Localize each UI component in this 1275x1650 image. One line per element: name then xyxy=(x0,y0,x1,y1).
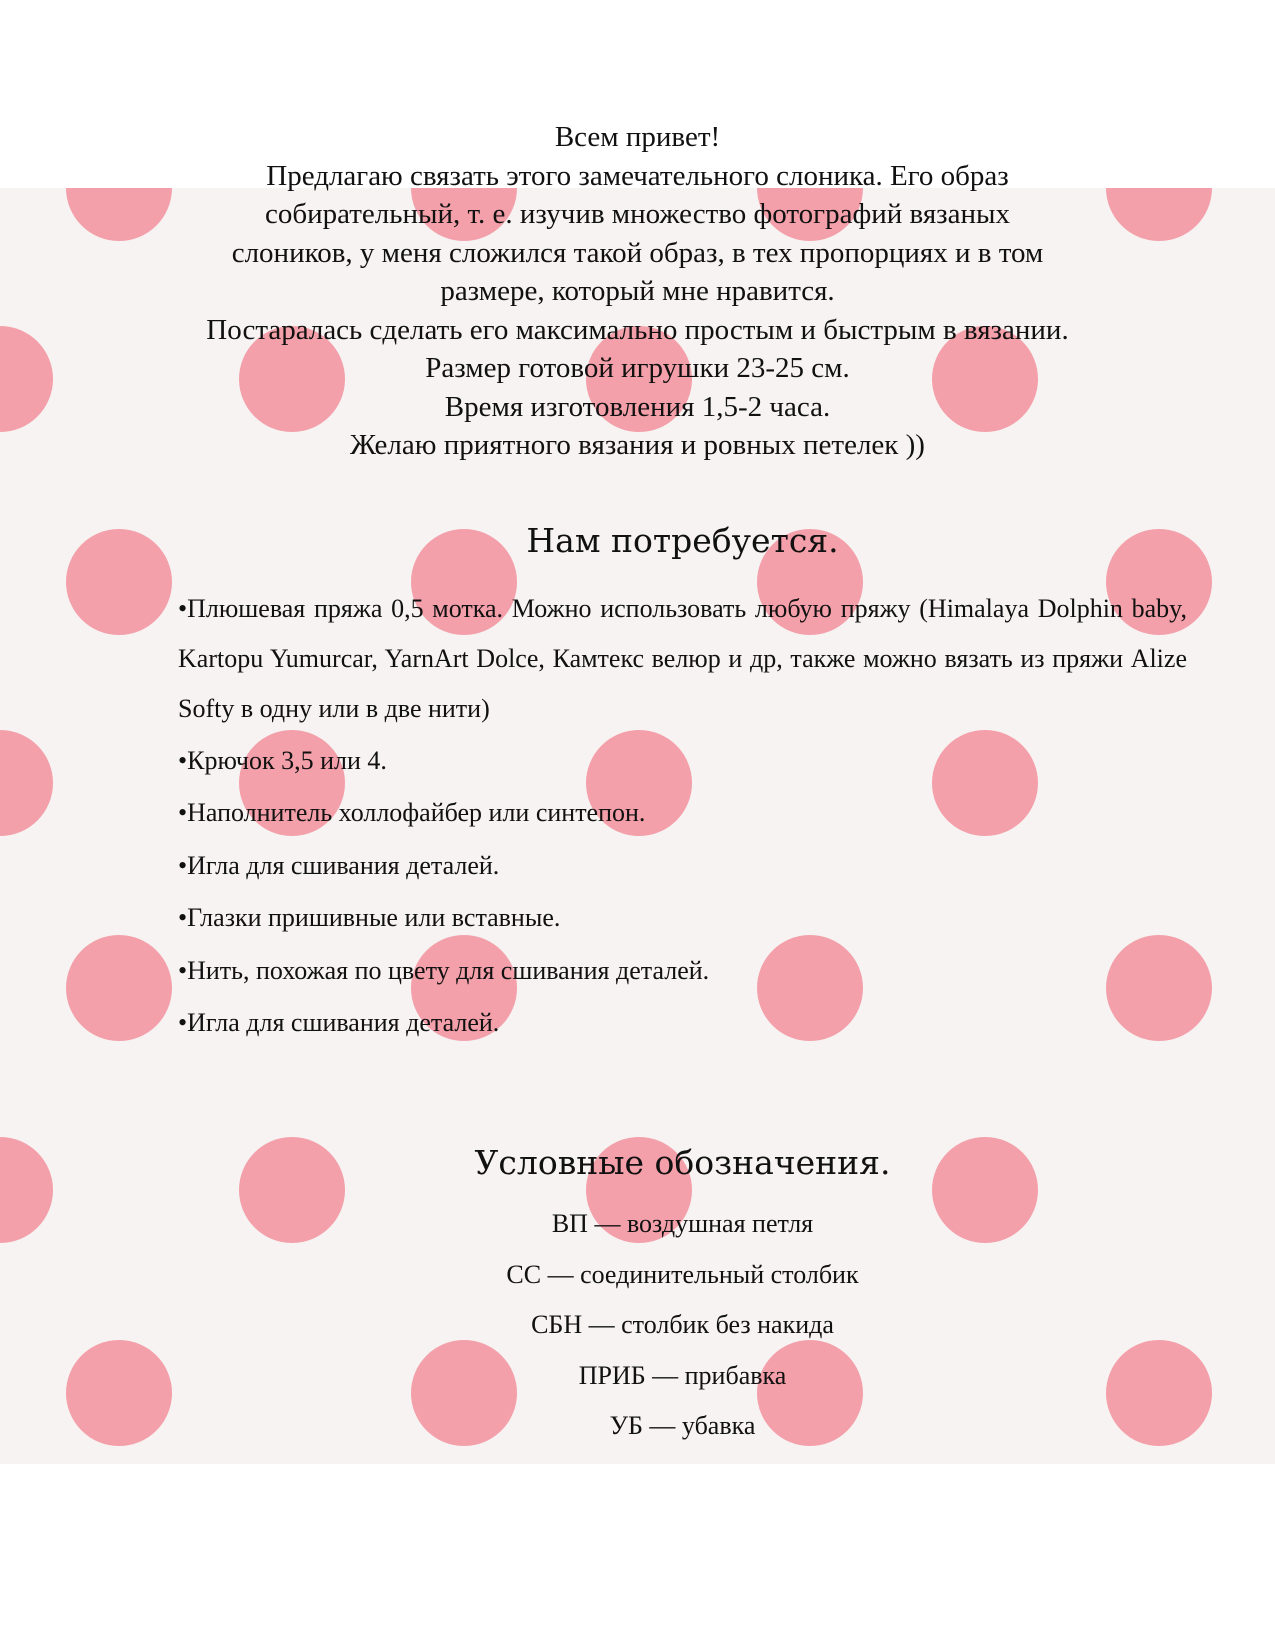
list-item: •Плюшевая пряжа 0,5 мотка. Можно использовать любую пряжу (Himalaya Dolphin baby, Kartopu Yumurcar, YarnArt Dolce, Камтекс велюр и др, также можно вязать из пряжи Alize Softy в одну или в две нити) xyxy=(178,594,1187,723)
greeting: Всем привет! xyxy=(554,121,721,153)
list-item: •Наполнитель холлофайбер или синтепон. xyxy=(178,798,646,828)
materials-heading: Нам потребуется. xyxy=(526,521,839,560)
intro-line: Постаралась сделать его максимально простым и быстрым в вязании. xyxy=(206,313,1069,346)
abbreviations-list xyxy=(0,1199,1275,1452)
list-item: •Игла для сшивания деталей. xyxy=(178,1007,500,1037)
abbreviation-item: ВП — воздушная петля xyxy=(551,1209,814,1238)
intro-line: слоников, у меня сложился такой образ, в тех пропорциях и в том xyxy=(231,236,1044,269)
abbreviation-item: УБ — убавка xyxy=(609,1411,756,1440)
abbreviation-item: ПРИБ — прибавка xyxy=(578,1360,787,1390)
abbreviation-item: СС — соединительный столбик xyxy=(506,1259,859,1289)
intro-line: Предлагаю связать этого замечательного слоника. Его образ xyxy=(266,159,1009,192)
list-item: •Глазки пришивные или вставные. xyxy=(178,903,561,933)
materials-list xyxy=(178,584,1187,1050)
list-item: •Нить, похожая по цвету для сшивания деталей. xyxy=(178,955,710,985)
intro-line: размере, который мне нравится. xyxy=(440,275,835,307)
toy-size: Размер готовой игрушки 23-25 см. xyxy=(425,352,850,384)
making-time: Время изготовления 1,5-2 часа. xyxy=(444,390,831,423)
legend-heading: Условные обозначения. xyxy=(474,1143,891,1182)
abbreviation-item: СБН — столбик без накида xyxy=(531,1310,834,1339)
intro-line: собирательный, т. е. изучив множество фотографий вязаных xyxy=(264,198,1011,230)
list-item: •Крючок 3,5 или 4. xyxy=(178,746,387,775)
list-item: •Игла для сшивания деталей. xyxy=(178,850,500,880)
wishes-line: Желаю приятного вязания и ровных петелек )) xyxy=(350,429,925,461)
intro-text xyxy=(150,118,1125,465)
